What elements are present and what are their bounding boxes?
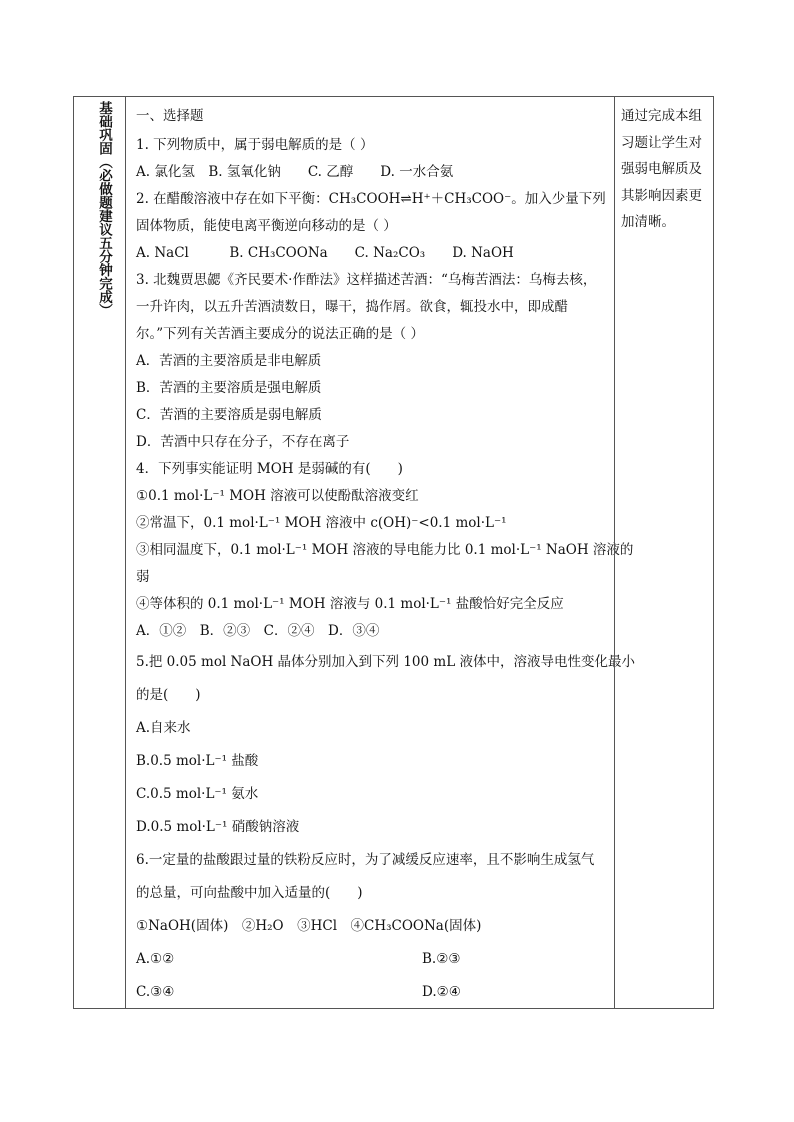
q3-option-b: B．苦酒的主要溶质是强电解质 <box>136 380 322 396</box>
q3-stem-line3: 尔。”下列有关苦酒主要成分的说法正确的是（ ） <box>136 326 424 342</box>
q4-item-4: ④等体积的 0.1 mol·L⁻¹ MOH 溶液与 0.1 mol·L⁻¹ 盐酸恰好完全反应 <box>136 596 564 612</box>
section-label-cell <box>74 97 126 1008</box>
q6-stem-line2: 的总量，可向盐酸中加入适量的( ) <box>136 885 363 901</box>
q4-stem: 4．下列事实能证明 MOH 是弱碱的有( ) <box>136 461 403 477</box>
q4-options: A．①② B．②③ C．②④ D．③④ <box>136 623 380 639</box>
q4-item-2: ②常温下，0.1 mol·L⁻¹ MOH 溶液中 c(OH)⁻<0.1 mol·L⁻¹ <box>136 515 507 531</box>
q5-option-a: A.自来水 <box>136 720 191 736</box>
q3-option-a: A．苦酒的主要溶质是非电解质 <box>136 353 322 369</box>
q6-option-a: A.①② <box>136 951 175 967</box>
q6-stem-line1: 6.一定量的盐酸跟过量的铁粉反应时，为了减缓反应速率，且不影响生成氢气 <box>136 852 595 868</box>
q4-item-1: ①0.1 mol·L⁻¹ MOH 溶液可以使酚酞溶液变红 <box>136 488 419 504</box>
q2-stem-line2: 固体物质，能使电离平衡逆向移动的是（ ） <box>136 218 397 234</box>
questions-cell <box>136 97 635 1008</box>
q4-item-3-line2: 弱 <box>136 569 150 585</box>
q3-stem-line2: 一升许肉，以五升苦酒渍数日，曝干，捣作屑。欲食，辄投水中，即成醋 <box>136 299 568 315</box>
q6-option-d: D.②④ <box>422 984 461 1000</box>
q6-option-c: C.③④ <box>136 984 175 1000</box>
q6-items: ①NaOH(固体) ②H₂O ③HCl ④CH₃COONa(固体) <box>136 918 482 934</box>
section-heading: 一、选择题 <box>136 108 204 124</box>
q1-stem: 1. 下列物质中，属于弱电解质的是（ ） <box>136 137 374 153</box>
q2-stem-line1: 2. 在醋酸溶液中存在如下平衡：CH₃COOH⇌H⁺＋CH₃COO⁻。加入少量下列 <box>136 191 606 207</box>
q1-options: A. 氯化氢 B. 氢氧化钠 C. 乙醇 D. 一水合氨 <box>136 164 454 180</box>
teaching-note: 通过完成本组习题让学生对强弱电解质及其影响因素更加清晰。 <box>621 108 702 230</box>
q6-option-b: B.②③ <box>422 951 461 967</box>
q5-stem-line2: 的是( ) <box>136 687 201 703</box>
q3-option-c: C．苦酒的主要溶质是弱电解质 <box>136 407 322 423</box>
section-label: 基础巩固（必做题建议五分钟完成） <box>96 101 112 317</box>
teaching-note-cell <box>614 97 714 1008</box>
q5-stem-line1: 5.把 0.05 mol NaOH 晶体分别加入到下列 100 mL 液体中，溶液导电性变化最小 <box>136 654 635 670</box>
q2-options: A. NaCl B. CH₃COONa C. Na₂CO₃ D. NaOH <box>136 245 514 261</box>
q5-option-c: C.0.5 mol·L⁻¹ 氨水 <box>136 786 259 802</box>
q5-option-d: D.0.5 mol·L⁻¹ 硝酸钠溶液 <box>136 819 300 835</box>
q5-option-b: B.0.5 mol·L⁻¹ 盐酸 <box>136 753 259 769</box>
exercise-table <box>73 96 714 1009</box>
q4-item-3-line1: ③相同温度下，0.1 mol·L⁻¹ MOH 溶液的导电能力比 0.1 mol·L⁻¹ NaOH 溶液的 <box>136 542 634 558</box>
q3-stem-line1: 3. 北魏贾思勰《齐民要术·作酢法》这样描述苦酒：“乌梅苦酒法：乌梅去核， <box>136 272 597 288</box>
q3-option-d: D．苦酒中只存在分子，不存在离子 <box>136 434 350 450</box>
